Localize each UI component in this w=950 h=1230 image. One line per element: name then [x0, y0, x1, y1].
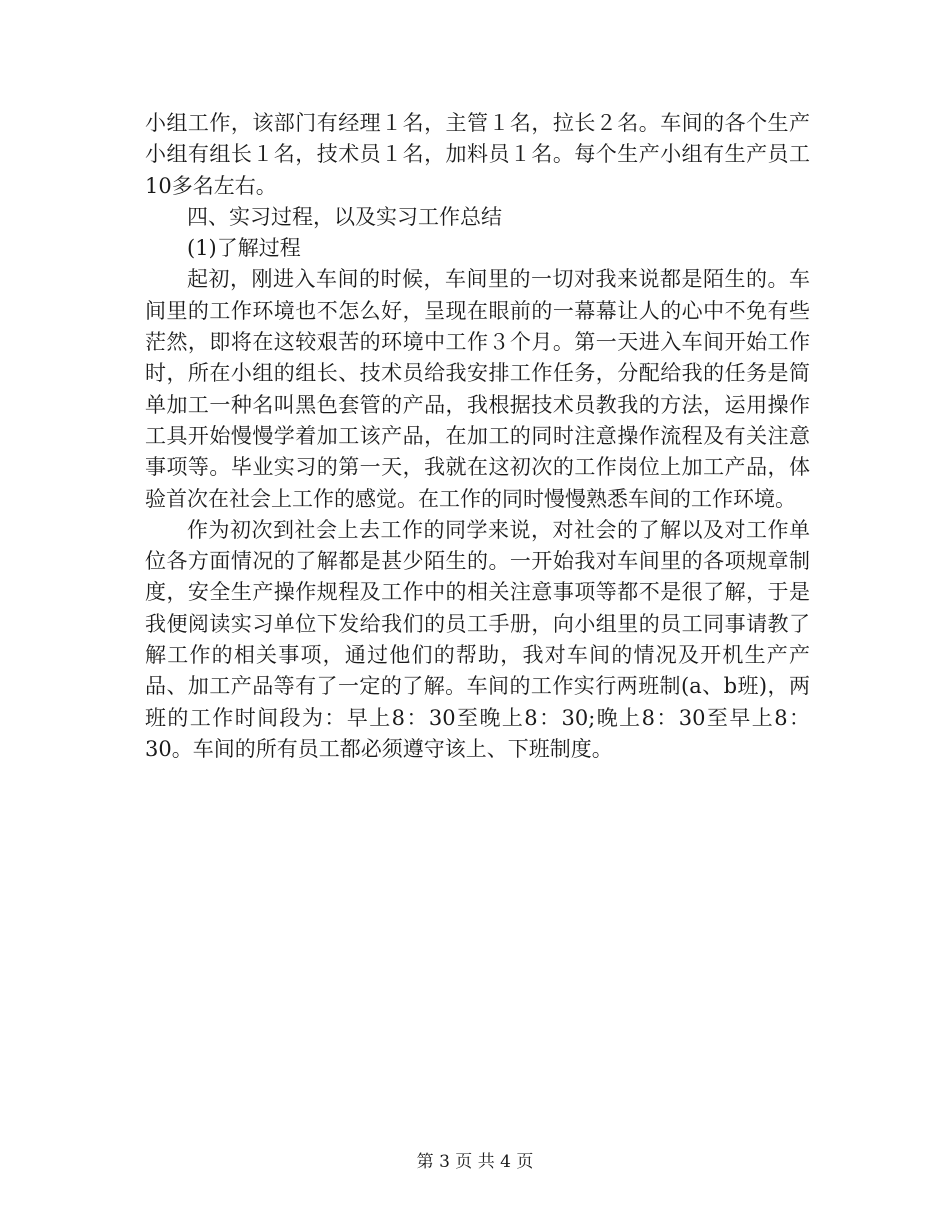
- paragraph-first-day: 起初，刚进入车间的时候，车间里的一切对我来说都是陌生的。车间里的工作环境也不怎么好，呈现在眼前的一幕幕让人的心中不免有些茫然，即将在这较艰苦的环境中工作３个月。第一天进入车间开始工作时，所在小组的组长、技术员给我安排工作任务，分配给我的任务是简单加工一种名叫黑色套管的产品，我根据技术员教我的方法，运用操作工具开始慢慢学着加工该产品，在加工的同时注意操作流程及有关注意事项等。毕业实习的第一天，我就在这初次的工作岗位上加工产品，体验首次在社会上工作的感觉。在工作的同时慢慢熟悉车间的工作环境。: [145, 267, 810, 511]
- paragraph-learning-rules: 作为初次到社会上去工作的同学来说，对社会的了解以及对工作单位各方面情况的了解都是甚少陌生的。一开始我对车间里的各项规章制度，安全生产操作规程及工作中的相关注意事项等都不是很了解，于是我便阅读实习单位下发给我们的员工手册，向小组里的员工同事请教了解工作的相关事项，通过他们的帮助，我对车间的情况及开机生产产品、加工产品等有了一定的了解。车间的工作实行两班制(a、b班)，两班的工作时间段为：早上8：30至晚上8：30;晚上8：30至早上8：30。车间的所有员工都必须遵守该上、下班制度。: [145, 517, 810, 761]
- section-heading-internship-process: 四、实习过程，以及实习工作总结: [187, 204, 502, 229]
- paragraph-staffing-continued: 小组工作，该部门有经理１名，主管１名，拉长２名。车间的各个生产小组有组长１名，技术员１名，加料员１名。每个生产小组有生产员工10多名左右。: [145, 111, 810, 198]
- subheading-understanding-process: (1)了解过程: [187, 236, 301, 261]
- document-body: [145, 108, 810, 765]
- page-footer: [0, 1152, 950, 1172]
- page-number-label: 第 3 页 共 4 页: [416, 1152, 534, 1172]
